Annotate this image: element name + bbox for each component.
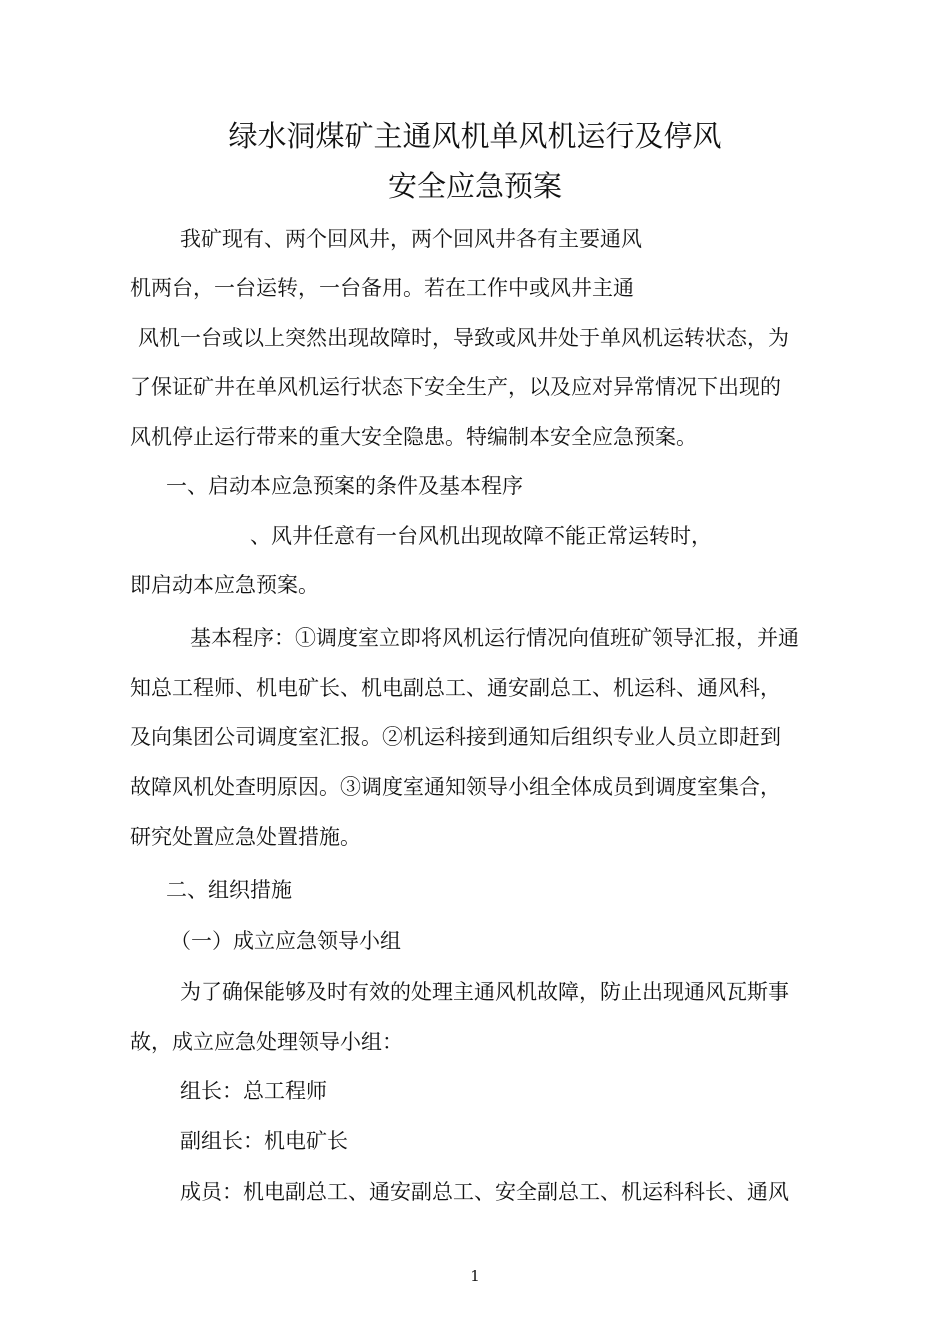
document-title-line-2: 安全应急预案 [387,169,562,203]
body-line: 即启动本应急预案。 [130,573,319,597]
group-leader-line: 组长：总工程师 [180,1079,327,1103]
body-line: 知总工程师、机电矿长、机电副总工、通安副总工、机运科、通风科， [130,676,781,700]
body-line: 了保证矿井在单风机运行状态下安全生产，以及应对异常情况下出现的 [130,375,781,399]
body-line: 为了确保能够及时有效的处理主通风机故障，防止出现通风瓦斯事 [180,980,789,1004]
body-line: 研究处置应急处置措施。 [130,825,361,849]
section-heading-2: 二、组织措施 [166,878,292,902]
body-line: 、风井任意有一台风机出现故障不能正常运转时， [250,524,712,548]
body-line: 故障风机处查明原因。③调度室通知领导小组全体成员到调度室集合， [130,775,781,799]
members-line: 成员：机电副总工、通安副总工、安全副总工、机运科科长、通风 [180,1180,789,1204]
body-line: 及向集团公司调度室汇报。②机运科接到通知后组织专业人员立即赶到 [130,725,781,749]
body-line: 机两台，一台运转，一台备用。若在工作中或风井主通 [130,276,634,300]
document-title-line-1: 绿水洞煤矿主通风机单风机运行及停风 [228,119,722,153]
body-line: 风机停止运行带来的重大安全隐患。特编制本安全应急预案。 [130,425,697,449]
body-line: 基本程序：①调度室立即将风机运行情况向值班矿领导汇报，并通 [190,626,799,650]
body-line: 风机一台或以上突然出现故障时，导致或风井处于单风机运转状态，为 [138,326,789,350]
body-line: 我矿现有、两个回风井，两个回风井各有主要通风 [180,227,642,251]
page-number: 1 [470,1267,480,1285]
body-line: 故，成立应急处理领导小组： [130,1030,403,1054]
subsection-heading: （一）成立应急领导小组 [170,929,401,953]
section-heading-1: 一、启动本应急预案的条件及基本程序 [166,474,523,498]
deputy-leader-line: 副组长：机电矿长 [180,1129,348,1153]
